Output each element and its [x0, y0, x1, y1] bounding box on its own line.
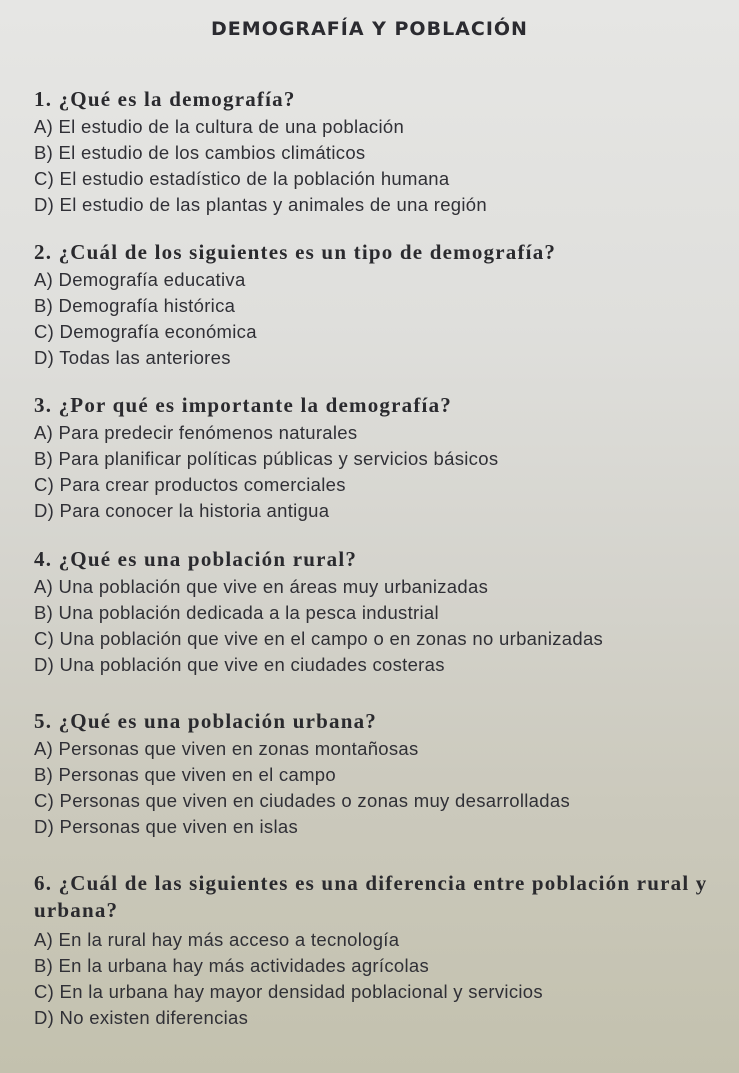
option-a: A) El estudio de la cultura de una población	[34, 116, 405, 137]
question-text: 3. ¿Por qué es importante la demografía?	[34, 393, 452, 417]
option-b: B) Personas que viven en el campo	[34, 764, 336, 785]
option-a: A) En la rural hay más acceso a tecnología	[34, 929, 400, 950]
option-c: C) En la urbana hay mayor densidad poblacional y servicios	[34, 981, 543, 1002]
option-b: B) El estudio de los cambios climáticos	[34, 142, 366, 163]
option-c: C) Demografía económica	[34, 321, 257, 342]
option-c: C) Personas que viven en ciudades o zonas muy desarrolladas	[34, 790, 570, 811]
page-title: DEMOGRAFÍA Y POBLACIÓN	[211, 18, 528, 40]
option-b: B) En la urbana hay más actividades agrícolas	[34, 955, 430, 976]
option-a: A) Demografía educativa	[34, 269, 246, 290]
question-block	[34, 708, 724, 840]
option-b: B) Demografía histórica	[34, 295, 236, 316]
question-text: 4. ¿Qué es una población rural?	[34, 547, 358, 571]
question-block	[34, 86, 724, 218]
question-block	[34, 239, 724, 371]
option-a: A) Para predecir fenómenos naturales	[34, 422, 358, 443]
question-text: 5. ¿Qué es una población urbana?	[34, 709, 377, 733]
option-d: D) Para conocer la historia antigua	[34, 500, 330, 521]
question-block	[34, 392, 724, 524]
question-block	[34, 870, 724, 1031]
option-b: B) Una población dedicada a la pesca industrial	[34, 602, 439, 623]
option-a: A) Personas que viven en zonas montañosas	[34, 738, 419, 759]
option-d: D) Una población que vive en ciudades costeras	[34, 654, 445, 675]
option-a: A) Una población que vive en áreas muy urbanizadas	[34, 576, 489, 597]
option-b: B) Para planificar políticas públicas y servicios básicos	[34, 448, 499, 469]
question-text: 2. ¿Cuál de los siguientes es un tipo de demografía?	[34, 240, 557, 264]
option-c: C) Para crear productos comerciales	[34, 474, 346, 495]
question-text: 6. ¿Cuál de las siguientes es una diferencia entre población rural y urbana?	[34, 871, 708, 922]
question-text: 1. ¿Qué es la demografía?	[34, 87, 296, 111]
option-d: D) No existen diferencias	[34, 1007, 249, 1028]
option-c: C) El estudio estadístico de la población humana	[34, 168, 450, 189]
option-d: D) El estudio de las plantas y animales de una región	[34, 194, 487, 215]
option-d: D) Todas las anteriores	[34, 347, 231, 368]
option-d: D) Personas que viven en islas	[34, 816, 299, 837]
option-c: C) Una población que vive en el campo o en zonas no urbanizadas	[34, 628, 604, 649]
question-block	[34, 546, 724, 678]
